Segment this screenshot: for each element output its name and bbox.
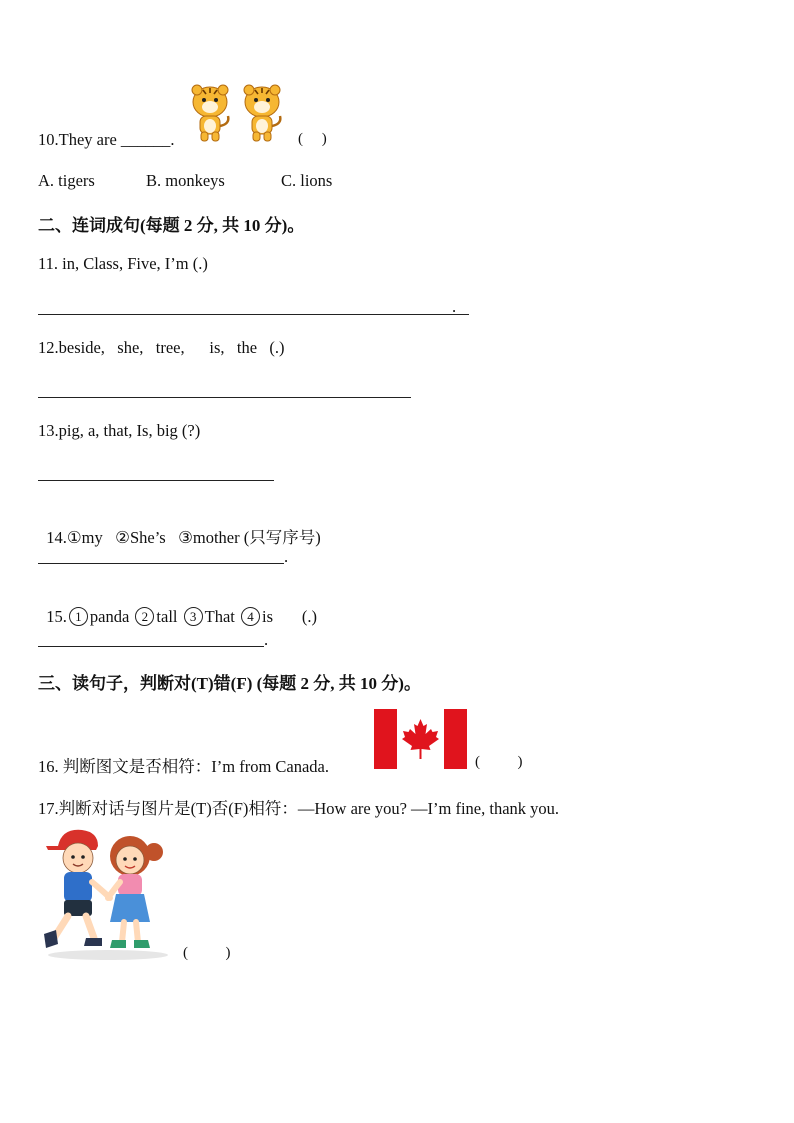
q15-item-word-2: tall [156, 607, 178, 626]
q10-prompt: 10.They are ______. [38, 130, 175, 149]
q16-text: 16. 判断图文是否相符：I’m from Canada. [38, 757, 329, 776]
q15-item-word-1: panda [89, 607, 130, 626]
q15-item-word-3: That [204, 607, 235, 626]
q15-item-mark-3: 3 [184, 607, 203, 626]
q15-end: (.) [301, 607, 317, 626]
q14-item-word-2: She’s [129, 528, 166, 547]
q14-answer-period: . [284, 547, 289, 566]
q14-item-word-3: mother [192, 528, 240, 547]
q15-number: 15. [46, 607, 67, 626]
q11-answer-line[interactable] [38, 314, 469, 315]
section-2-title: 二、连词成句(每题 2 分, 共 10 分)。 [38, 216, 305, 235]
q15-answer-line[interactable] [38, 646, 264, 647]
q15-item-mark-4: 4 [241, 607, 260, 626]
q14-item-mark-1: ① [66, 528, 82, 547]
q13-text: 13.pig, a, that, Is, big (?) [38, 421, 201, 440]
two-kids-image [38, 826, 176, 962]
tigers-image [186, 82, 286, 144]
q14-note: (只写序号) [243, 528, 321, 547]
q11-answer-period: . [452, 297, 457, 316]
q14-number: 14. [46, 528, 67, 547]
q15-item-word-4: is [261, 607, 273, 626]
q15-item-mark-2: 2 [135, 607, 154, 626]
q10-option-a: A. tigers [38, 171, 95, 190]
q14-text [38, 504, 321, 548]
section-3-title: 三、读句子，判断对(T)错(F) (每题 2 分, 共 10 分)。 [38, 674, 421, 693]
q15-item-mark-1: 1 [69, 607, 88, 626]
q12-answer-line[interactable] [38, 397, 411, 398]
q14-answer-line[interactable] [38, 563, 284, 564]
q14-item-mark-2: ② [115, 528, 130, 547]
q16-answer-paren: ( ) [475, 754, 523, 770]
q17-text: 17.判断对话与图片是(T)否(F)相符：—How are you? —I’m fine, thank you. [38, 799, 560, 818]
q12-text: 12.beside, she, tree, is, the (.) [38, 338, 285, 357]
q14-item-mark-3: ③ [178, 528, 193, 547]
q15-answer-period: . [264, 630, 269, 649]
q17-answer-paren: ( ) [183, 945, 231, 961]
q15-text [38, 587, 317, 627]
q13-answer-line[interactable] [38, 480, 274, 481]
canada-flag-image [374, 709, 467, 769]
q10-option-c: C. lions [281, 171, 333, 190]
q14-item-word-1: my [81, 528, 103, 547]
q10-option-b: B. monkeys [146, 171, 225, 190]
q11-text: 11. in, Class, Five, I’m (.) [38, 254, 208, 273]
q10-answer-paren: ( ) [298, 131, 327, 147]
